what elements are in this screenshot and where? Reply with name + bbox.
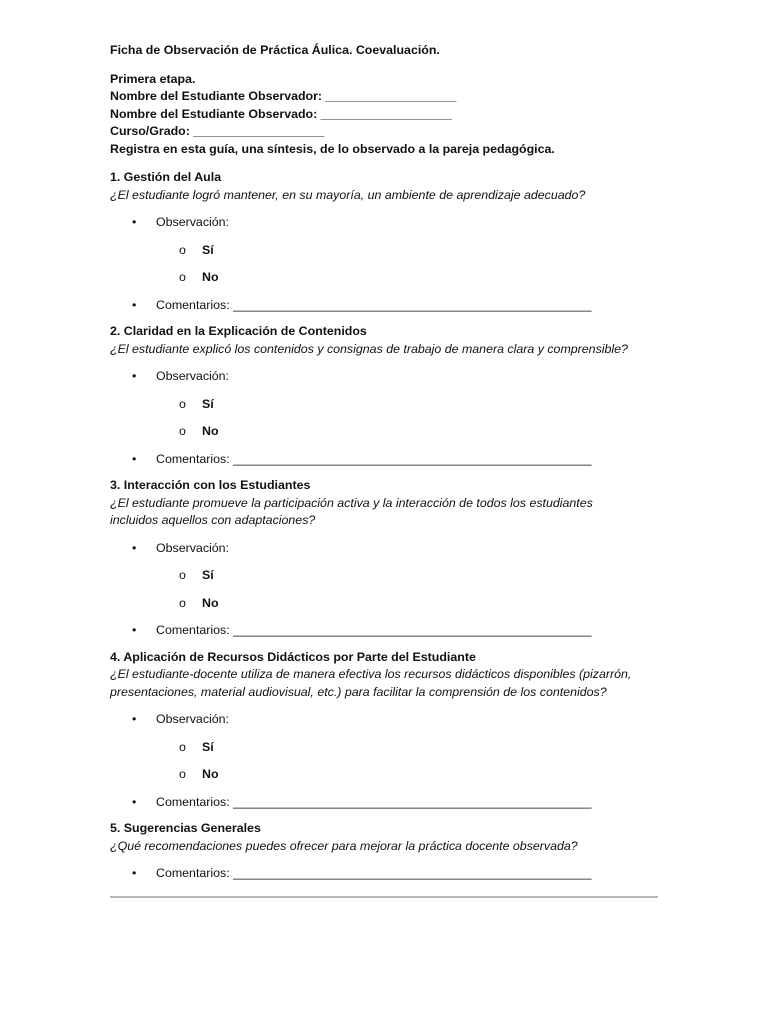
observation-label: Observación: bbox=[156, 540, 230, 555]
observation-item bbox=[110, 368, 658, 386]
observation-label: Observación: bbox=[156, 215, 230, 229]
section-question-line: ¿El estudiante-docente utiliza de manera efectiva los recursos didácticos disponibles (pizarrón, bbox=[110, 667, 632, 681]
comments-label: Comentarios: ____________________________________________________ bbox=[156, 297, 592, 312]
bullet-icon: • bbox=[132, 623, 137, 637]
option-no-label: No bbox=[202, 270, 219, 284]
option-yes bbox=[110, 396, 658, 414]
course-field: Curso/Grado: ___________________ bbox=[110, 124, 325, 138]
observation-form bbox=[110, 42, 658, 883]
option-no bbox=[110, 423, 658, 441]
section-question: ¿El estudiante explicó los contenidos y consignas de trabajo de manera clara y comprensible? bbox=[110, 341, 628, 356]
observer-name-field: Nombre del Estudiante Observador: ___________________ bbox=[110, 89, 457, 103]
option-no bbox=[110, 595, 658, 613]
bullet-icon: • bbox=[132, 215, 137, 229]
comments-label: Comentarios: ____________________________________________________ bbox=[156, 451, 592, 466]
form-header bbox=[110, 71, 658, 159]
section-question: ¿Qué recomendaciones puedes ofrecer para mejorar la práctica docente observada? bbox=[110, 838, 578, 853]
section-title: 3. Interacción con los Estudiantes bbox=[110, 478, 311, 492]
bullet-icon: • bbox=[132, 794, 137, 809]
bullet-icon: • bbox=[132, 712, 137, 726]
option-yes-label: Sí bbox=[202, 568, 214, 582]
option-yes-label: Sí bbox=[202, 396, 214, 411]
section-general-suggestions bbox=[110, 820, 658, 883]
section-question-line: ¿El estudiante promueve la participación activa y la interacción de todos los estudiantes bbox=[110, 495, 593, 510]
instruction-text: Registra en esta guía, una síntesis, de lo observado a la pareja pedagógica. bbox=[110, 141, 555, 156]
option-yes bbox=[110, 567, 658, 585]
comments-label: Comentarios: ____________________________________________________ bbox=[156, 623, 592, 637]
section-classroom-management bbox=[110, 169, 658, 323]
observation-item bbox=[110, 214, 658, 232]
option-yes bbox=[110, 242, 658, 260]
section-content-clarity bbox=[110, 323, 658, 477]
page-divider bbox=[110, 896, 658, 898]
comments-label: Comentarios: ____________________________________________________ bbox=[156, 866, 592, 880]
section-question-line: incluidos aquellos con adaptaciones? bbox=[110, 513, 316, 527]
circle-bullet-icon: o bbox=[179, 424, 186, 438]
circle-bullet-icon: o bbox=[179, 396, 186, 411]
option-yes bbox=[110, 739, 658, 757]
section-question: ¿El estudiante logró mantener, en su mayoría, un ambiente de aprendizaje adecuado? bbox=[110, 187, 586, 202]
circle-bullet-icon: o bbox=[179, 767, 186, 781]
document-title: Ficha de Observación de Práctica Áulica. Coevaluación. bbox=[110, 43, 440, 57]
option-no-label: No bbox=[202, 424, 219, 438]
observation-label: Observación: bbox=[156, 712, 230, 726]
circle-bullet-icon: o bbox=[179, 739, 186, 754]
option-no-label: No bbox=[202, 767, 219, 781]
section-title: 1. Gestión del Aula bbox=[110, 170, 222, 184]
circle-bullet-icon: o bbox=[179, 242, 186, 257]
observed-name-field: Nombre del Estudiante Observado: ___________________ bbox=[110, 106, 452, 121]
comments-label: Comentarios: ____________________________________________________ bbox=[156, 794, 592, 809]
stage-label: Primera etapa. bbox=[110, 71, 196, 86]
bullet-icon: • bbox=[132, 540, 137, 555]
option-yes-label: Sí bbox=[202, 739, 214, 754]
circle-bullet-icon: o bbox=[179, 270, 186, 284]
option-yes-label: Sí bbox=[202, 242, 214, 257]
observation-item bbox=[110, 711, 658, 729]
section-title: 5. Sugerencias Generales bbox=[110, 821, 261, 835]
comments-item bbox=[110, 451, 658, 469]
comments-item bbox=[110, 865, 658, 883]
circle-bullet-icon: o bbox=[179, 595, 186, 610]
bullet-icon: • bbox=[132, 451, 137, 466]
observation-item bbox=[110, 540, 658, 558]
comments-item bbox=[110, 622, 658, 640]
bullet-icon: • bbox=[132, 369, 137, 383]
observation-label: Observación: bbox=[156, 369, 230, 383]
option-no bbox=[110, 269, 658, 287]
section-question-line: presentaciones, material audiovisual, etc.) para facilitar la comprensión de los contenidos? bbox=[110, 684, 607, 699]
section-didactic-resources bbox=[110, 649, 658, 821]
bullet-icon: • bbox=[132, 297, 137, 312]
section-title: 4. Aplicación de Recursos Didácticos por Parte del Estudiante bbox=[110, 649, 476, 664]
option-no bbox=[110, 766, 658, 784]
option-no-label: No bbox=[202, 595, 219, 610]
bullet-icon: • bbox=[132, 866, 137, 880]
section-title: 2. Claridad en la Explicación de Contenidos bbox=[110, 324, 367, 338]
comments-item bbox=[110, 297, 658, 315]
circle-bullet-icon: o bbox=[179, 568, 186, 582]
section-student-interaction bbox=[110, 477, 658, 649]
comments-item bbox=[110, 794, 658, 812]
